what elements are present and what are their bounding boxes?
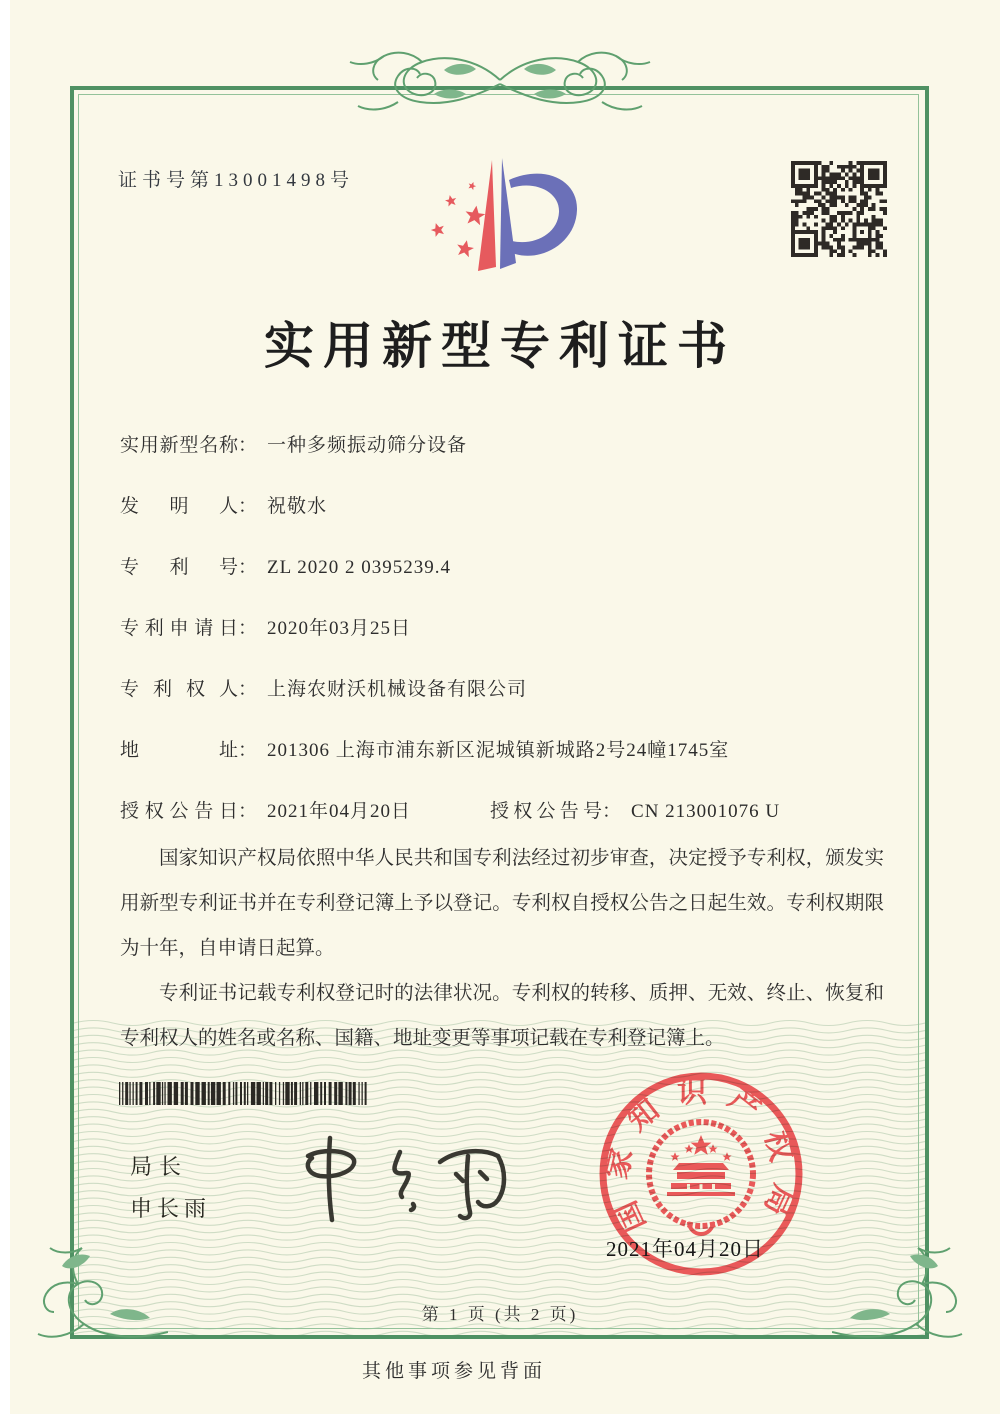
field-colon: ： — [602, 801, 622, 822]
field-colon: ： — [238, 435, 258, 456]
field-label: 授权公告号 — [490, 801, 602, 822]
field-value: CN 213001076 U — [631, 801, 781, 822]
field-value: 2020年03月25日 — [267, 618, 412, 639]
seal-date: 2021年04月20日 — [606, 1237, 764, 1261]
director-signature-icon — [272, 1126, 528, 1236]
svg-text:国家知识产权局 — [600, 1076, 802, 1237]
field-row-invention-name — [120, 430, 467, 457]
field-row-filing-date — [120, 613, 411, 640]
field-label: 授权公告日 — [120, 801, 238, 822]
director-name: 申长雨 — [130, 1196, 212, 1221]
field-value: 201306 上海市浦东新区泥城镇新城路2号24幢1745室 — [267, 740, 730, 761]
field-value: 上海农财沃机械设备有限公司 — [267, 679, 528, 700]
field-colon: ： — [238, 740, 258, 761]
certificate-title: 实用新型专利证书 — [264, 318, 736, 374]
field-colon: ： — [238, 618, 258, 639]
legal-paragraph-2: 专利证书记载专利权登记时的法律状况。专利权的转移、质押、无效、终止、恢复和专利权人的姓名或名称、国籍、地址变更等事项记载在专利登记簿上。 — [120, 983, 884, 1049]
legal-paragraph-1: 国家知识产权局依照中华人民共和国专利法经过初步审查，决定授予专利权，颁发实用新型专利证书并在专利登记簿上予以登记。专利权自授权公告之日起生效。专利权期限为十年，自申请日起算。 — [120, 848, 884, 959]
legal-text — [120, 836, 884, 1061]
cnipa-patent-logo-icon — [415, 150, 595, 285]
field-value: 一种多频振动筛分设备 — [267, 435, 468, 456]
bottom-left-ornament-icon — [18, 1244, 168, 1344]
field-value: ZL 2020 2 0395239.4 — [267, 557, 452, 578]
field-label: 专利权人 — [120, 679, 238, 700]
seal-agency-text: 国家知识产权局 — [600, 1076, 802, 1237]
certificate-number: 证书号第13001498号 — [118, 170, 355, 191]
page-number: 第 1 页 (共 2 页) — [421, 1305, 579, 1324]
field-label: 发明人 — [120, 496, 238, 517]
field-row-grant-date — [120, 796, 411, 823]
field-row-address — [120, 735, 729, 762]
director-title: 局长 — [130, 1154, 189, 1179]
field-row-patent-number — [120, 552, 451, 579]
barcode-icon — [118, 1082, 373, 1105]
field-label: 专利申请日 — [120, 618, 238, 639]
field-value: 2021年04月20日 — [267, 801, 412, 822]
back-side-note: 其他事项参见背面 — [361, 1361, 546, 1382]
qr-code-icon — [791, 161, 887, 257]
field-label: 实用新型名称 — [120, 435, 238, 456]
field-colon: ： — [238, 496, 258, 517]
field-label: 地址 — [120, 740, 238, 761]
field-row-grant-number — [490, 796, 780, 823]
field-colon: ： — [238, 801, 258, 822]
field-row-inventor — [120, 491, 327, 518]
field-value: 祝敬水 — [267, 496, 328, 517]
bottom-right-ornament-icon — [832, 1244, 982, 1344]
field-row-patentee — [120, 674, 527, 701]
field-colon: ： — [238, 557, 258, 578]
field-label: 专利号 — [120, 557, 238, 578]
scan-edge — [0, 0, 10, 1414]
field-colon: ： — [238, 679, 258, 700]
top-border-ornament-icon — [348, 50, 652, 116]
